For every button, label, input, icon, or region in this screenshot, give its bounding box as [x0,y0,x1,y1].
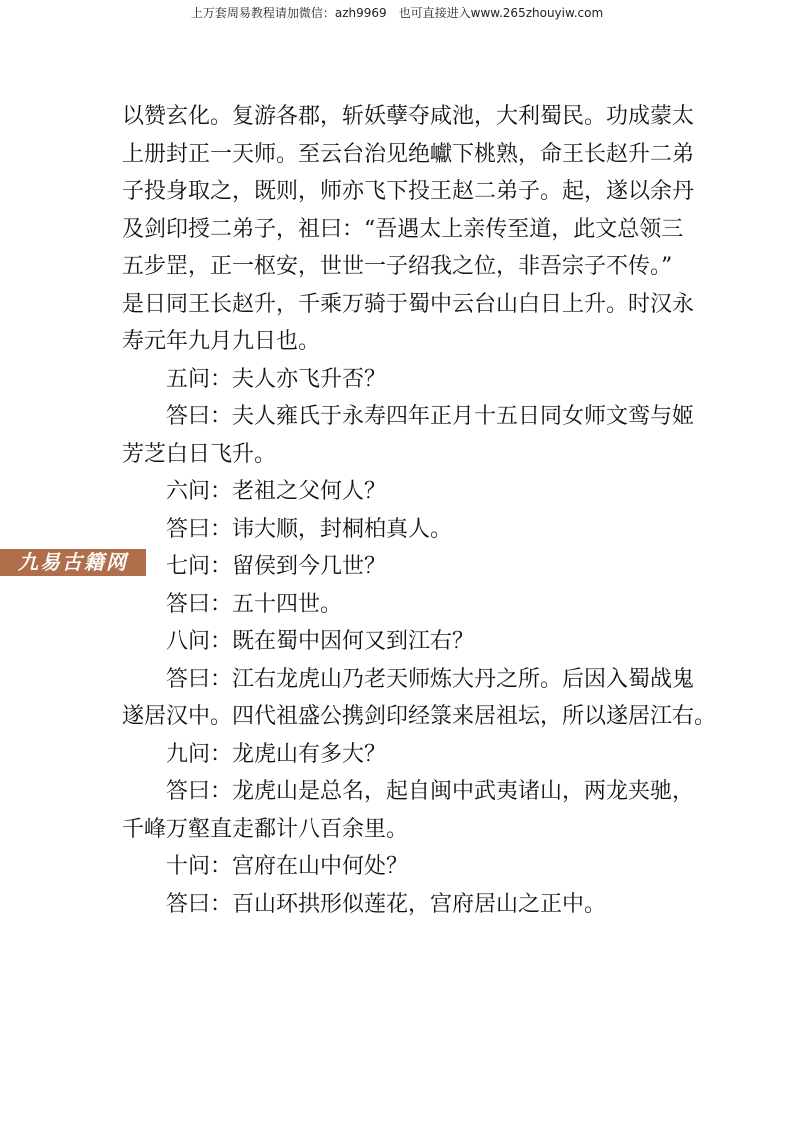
text-line: 寿元年九月九日也。 [122,329,321,354]
text-line: 五步罡，正一枢安，世世一子绍我之位，非吾宗子不传。” [122,254,673,279]
answer-line: 答曰：江右龙虎山乃老天师炼大丹之所。后因入蜀战鬼 [166,666,695,692]
question-line: 五问：夫人亦飞升否？ [166,366,387,392]
text-line: 遂居汉中。四代祖盛公携剑印经箓来居祖坛，所以遂居江右。 [122,704,717,729]
question-line: 七问：留侯到今几世？ [166,554,387,579]
question-line: 六问：老祖之父何人？ [166,479,387,504]
answer-line: 答曰：龙虎山是总名，起自闽中武夷诸山，两龙夹驰， [166,779,695,804]
text-line: 子投身取之，既则，师亦飞下投王赵二弟子。起，遂以余丹 [122,179,695,204]
answer-line: 答曰：讳大顺，封桐柏真人。 [166,516,453,542]
question-line: 八问：既在蜀中因何又到江右？ [166,629,475,654]
answer-line: 答曰：夫人雍氏于永寿四年正月十五日同女师文鸾与姬 [166,404,695,429]
answer-line: 答曰：五十四世。 [166,591,343,617]
text-line: 芳芝白日飞升。 [122,441,277,467]
site-watermark-logo: 九易古籍网 [0,549,146,576]
text-line: 及剑印授二弟子，祖曰：“吾遇太上亲传至道，此文总领三 [122,216,684,242]
text-line: 上册封正一天师。至云台治见绝巘下桃熟，命王长赵升二弟 [122,141,695,167]
question-line: 九问：龙虎山有多大？ [166,741,387,767]
header-banner: 上万套周易教程请加微信：azh9969 也可直接进入www.265zhouyiw.com [190,6,604,20]
document-body [122,98,717,923]
text-line: 千峰万壑直走鄱计八百余里。 [122,816,409,842]
text-line: 是日同王长赵升，千乘万骑于蜀中云台山白日上升。时汉永 [122,291,695,317]
question-line: 十问：宫府在山中何处？ [166,854,409,879]
answer-line: 答曰：百山环拱形似莲花，宫府居山之正中。 [166,891,607,917]
text-line: 以赞玄化。复游各郡，斩妖孽夺咸池，大利蜀民。功成蒙太 [122,104,695,129]
